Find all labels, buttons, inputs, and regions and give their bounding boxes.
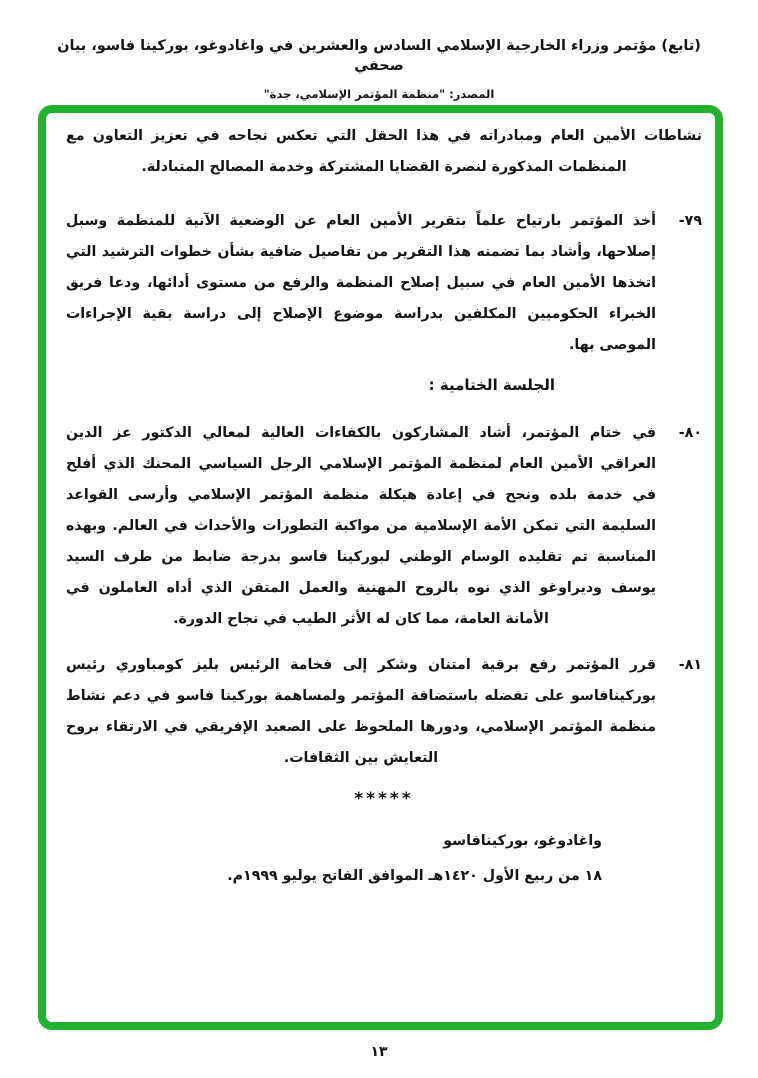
item-79-number: ٧٩- — [678, 213, 702, 229]
page-header — [0, 0, 758, 102]
item-80-number: ٨٠- — [678, 425, 702, 441]
footer-place: واغادوغو، بوركينافاسو — [443, 833, 602, 849]
numbered-item-80 — [66, 418, 702, 635]
header-source-line: المصدر: "منظمة المؤتمر الإسلامي، جدة" — [263, 87, 495, 101]
item-81-number: ٨١- — [678, 657, 702, 673]
numbered-item-81 — [66, 650, 702, 774]
item-80-text: في ختام المؤتمر، أشاد المشاركون بالكفاءات العالية لمعالي الدكتور عز الدين العراقي الأمين العام لمنظمة المؤتمر الإسلامي الرجل السياسي المحنك الذي أفلح في خدمة بلده ونجح في إعادة هيكلة منظمة المؤتمر الإسلامي وأرسى القواعد السليمة التي تمكن الأمة الإسلامية من مواكبة التطورات والأحداث في العالم. وبهذه المناسبة تم تقليده الوسام الوطني لبوركينا فاسو بدرجة ضابط من طرف السيد يوسف وديراوغو الذي نوه بالروح المهنية والعمل المتقن الذي أداه العاملون في الأمانة العامة، مما كان له الأثر الطيب في نجاح الدورة. — [66, 425, 656, 627]
page-number: ١٣ — [370, 1044, 388, 1060]
header-title: (تابع) مؤتمر وزراء الخارجية الإسلامي السادس والعشرين في واغادوغو، بوركينا فاسو، بيان صحفي — [57, 38, 701, 74]
numbered-item-79 — [66, 206, 702, 361]
item-81-text: قرر المؤتمر رفع برقية امتنان وشكر إلى فخامة الرئيس بليز كومباوري رئيس بوركينافاسو على تفضله باستضافة المؤتمر ولمساهمة بوركينا فاسو في دعم نشاط منظمة المؤتمر الإسلامي، ودورها الملحوظ على الصعيد الإفريقي في الارتقاء بروح التعايش بين الثقافات. — [66, 657, 656, 766]
footer-date: ١٨ من ربيع الأول ١٤٢٠هـ الموافق الفاتح يوليو ١٩٩٩م. — [227, 868, 602, 884]
closing-session-heading: الجلسة الختامية : — [428, 376, 555, 394]
continuation-paragraph: نشاطات الأمين العام ومبادراته في هذا الحقل التي تعكس نجاحه في تعزيز التعاون مع المنظمات المذكورة لنصرة القضايا المشتركة وخدمة المصالح المتبادلة. — [66, 128, 702, 175]
separator-stars: ***** — [354, 789, 414, 809]
green-border-frame — [38, 105, 723, 1030]
item-79-text: أخذ المؤتمر بارتياح علماً بتقرير الأمين العام عن الوضعية الآنية للمنظمة وسبل إصلاحها، وأشاد بما تضمنه هذا التقرير من تفاصيل ضافية بشأن خطوات الترشيد التي اتخذها الأمين العام في سبيل إصلاح المنظمة والرفع من مستوى أدائها، ودعا فريق الخبراء الحكوميين المكلفين بدراسة موضوع الإصلاح إلى دراسة بقية الإجراءات الموصى بها. — [66, 213, 656, 353]
